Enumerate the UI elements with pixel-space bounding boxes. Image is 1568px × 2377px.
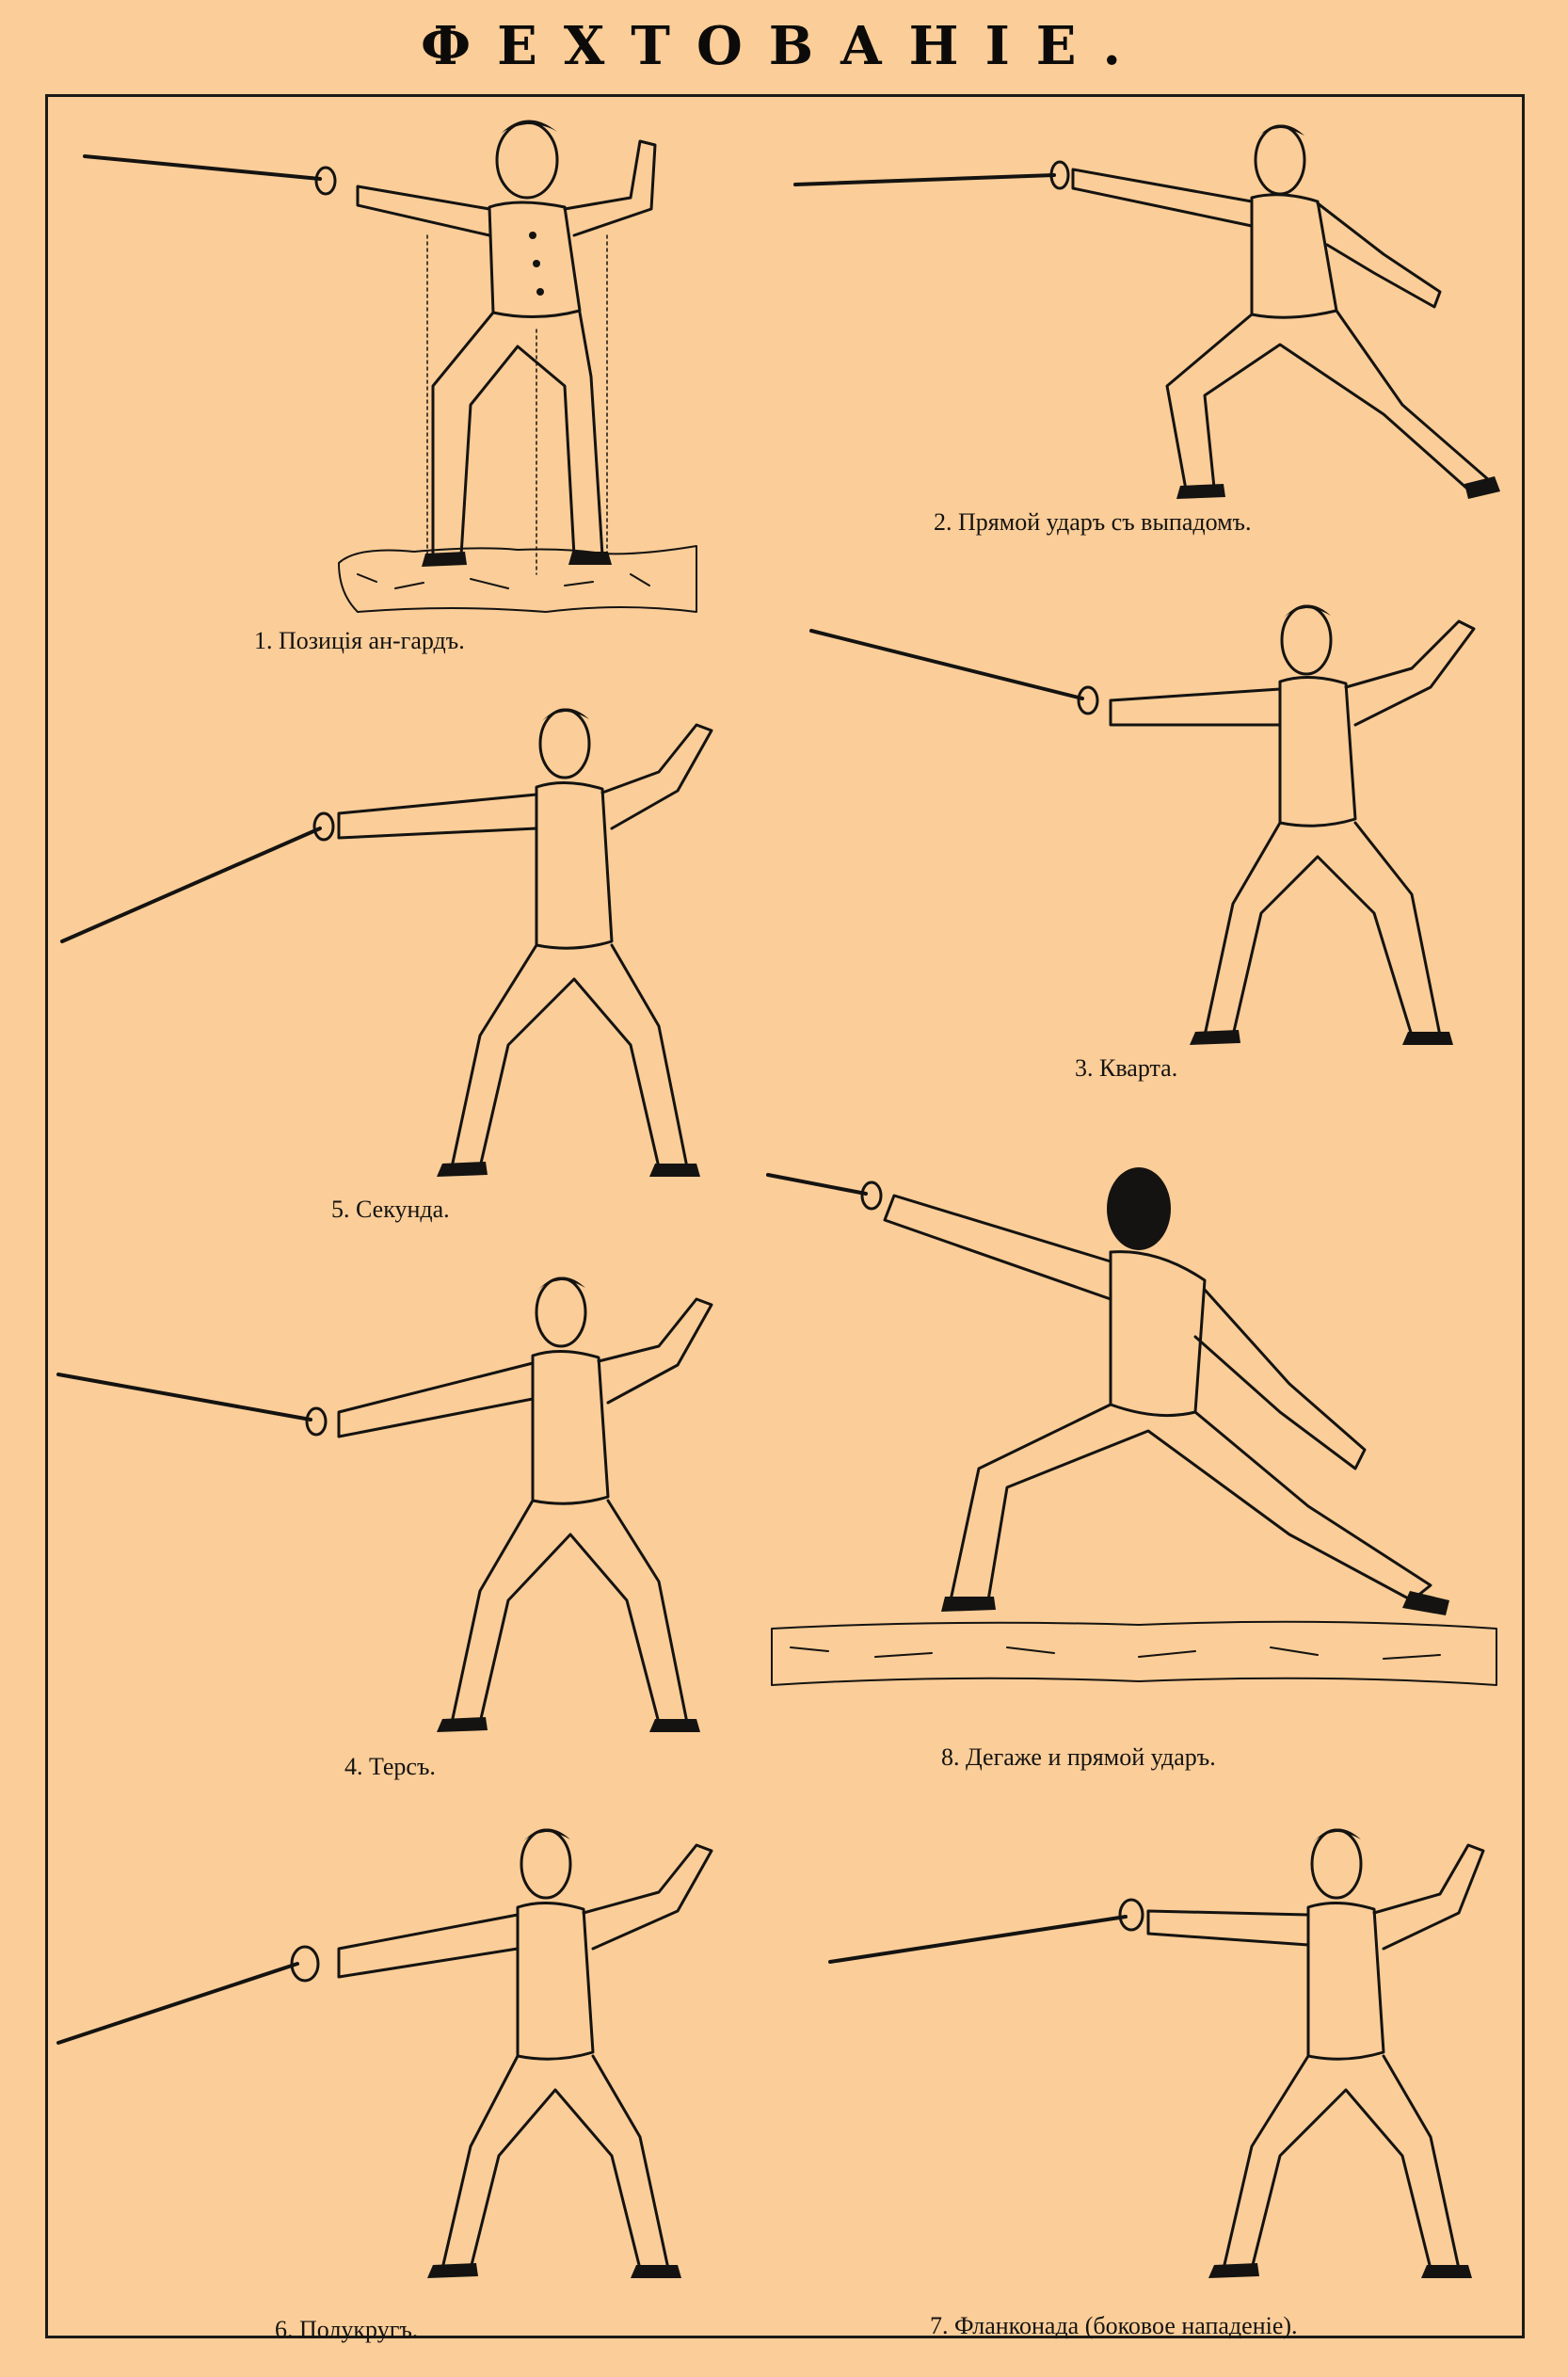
figure-6-caption: 6. Полукругъ.	[275, 2316, 419, 2343]
figure-7-caption: 7. Фланконада (боковое нападеніе).	[930, 2312, 1298, 2339]
fencer-figure-4	[56, 1261, 734, 1751]
figure-8-caption: 8. Дегаже и прямой ударъ.	[941, 1743, 1216, 1771]
fencer-figure-8	[762, 1158, 1506, 1723]
figure-2-caption: 2. Прямой ударъ съ выпадомъ.	[934, 508, 1252, 536]
page-title: ФЕХТОВАНIЕ.	[421, 15, 1147, 77]
fencer-figure-2	[781, 104, 1506, 518]
fencer-figure-6	[56, 1817, 734, 2288]
figure-5-caption: 5. Секунда.	[331, 1196, 450, 1223]
figure-1-caption: 1. Позиція ан-гардъ.	[254, 627, 465, 654]
figure-3-caption: 3. Кварта.	[1075, 1054, 1178, 1082]
fencer-figure-5	[56, 697, 734, 1186]
fencer-figure-7	[828, 1807, 1506, 2297]
fencer-figure-1	[75, 104, 734, 631]
fencer-figure-3	[809, 584, 1506, 1054]
figure-4-caption: 4. Терсъ.	[344, 1753, 436, 1780]
